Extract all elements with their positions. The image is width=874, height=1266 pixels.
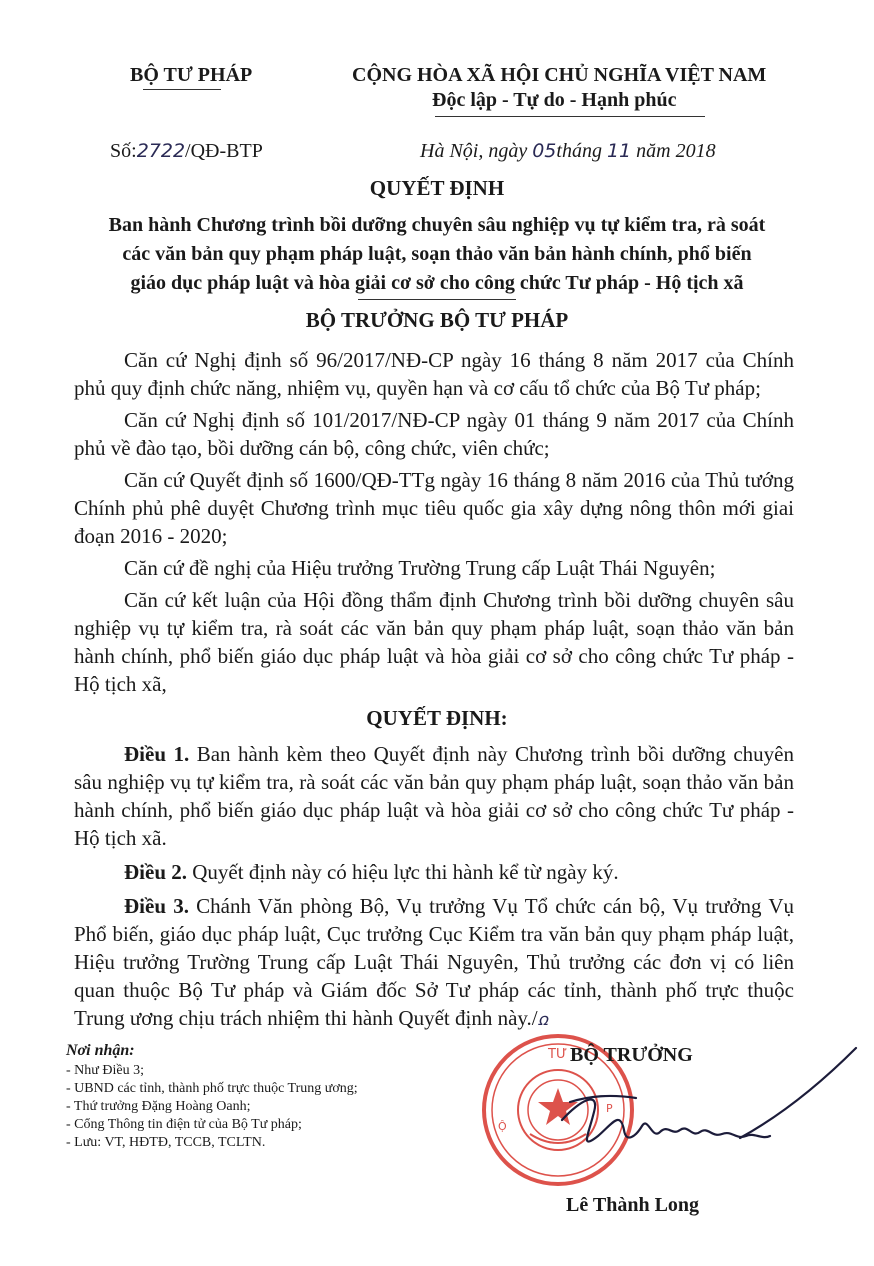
document-date: Hà Nội, ngày 05tháng 11 năm 2018	[420, 140, 716, 162]
decision-heading: QUYẾT ĐỊNH:	[366, 706, 508, 730]
article-text: Ban hành kèm theo Quyết định này Chương trình bồi dưỡng chuyên sâu nghiệp vụ tự kiểm tra, rà soát các văn bản quy phạm pháp luật, soạn thảo văn bản hành chính, phổ biến giáo dục pháp luật và hòa giải cơ sở cho công chức Tư pháp - Hộ tịch xã.	[74, 742, 795, 850]
number-handwritten: 2722	[136, 140, 186, 162]
title-line-1: Ban hành Chương trình bồi dưỡng chuyên sâu nghiệp vụ tự kiểm tra, rà soát	[108, 214, 766, 236]
recipient-item: - Cổng Thông tin điện tử của Bộ Tư pháp;	[66, 1117, 302, 1132]
article-label: Điều 3.	[124, 894, 189, 918]
article-3	[74, 892, 794, 1034]
basis-paragraph: Căn cứ Nghị định số 101/2017/NĐ-CP ngày 01 tháng 9 năm 2017 của Chính phủ về đào tạo, bồi dưỡng cán bộ, công chức, viên chức;	[74, 408, 794, 460]
title-underline	[358, 299, 516, 300]
title-line-2: các văn bản quy phạm pháp luật, soạn thảo văn bản hành chính, phổ biến	[122, 243, 752, 265]
recipient-item: - Như Điều 3;	[66, 1063, 144, 1078]
basis-paragraph: Căn cứ Quyết định số 1600/QĐ-TTg ngày 16 tháng 8 năm 2016 của Thủ tướng Chính phủ phê duyệt Chương trình mục tiêu quốc gia xây dựng nông thôn mới giai đoạn 2016 - 2020;	[74, 468, 794, 548]
date-month-handwritten: 11	[606, 140, 632, 162]
basis-paragraph: Căn cứ kết luận của Hội đồng thẩm định Chương trình bồi dưỡng chuyên sâu nghiệp vụ tự kiểm tra, rà soát các văn bản quy phạm pháp luật, soạn thảo văn bản hành chính, phổ biến giáo dục pháp luật và hòa giải cơ sở cho công chức Tư pháp - Hộ tịch xã,	[74, 588, 794, 696]
motto-underline	[435, 116, 705, 117]
article-label: Điều 1.	[124, 742, 190, 766]
signatory-title: BỘ TRƯỞNG	[570, 1044, 693, 1066]
date-day-handwritten: 05	[532, 140, 557, 162]
issuer-heading: BỘ TRƯỞNG BỘ TƯ PHÁP	[305, 308, 569, 332]
agency-name: BỘ TƯ PHÁP	[130, 64, 253, 86]
recipient-item: - Thứ trưởng Đặng Hoàng Oanh;	[66, 1099, 251, 1114]
basis-paragraph: Căn cứ đề nghị của Hiệu trưởng Trường Trung cấp Luật Thái Nguyên;	[124, 556, 716, 580]
article-2	[74, 858, 794, 886]
articles	[74, 740, 794, 1034]
svg-text:TƯ: TƯ	[548, 1047, 568, 1062]
svg-text:P: P	[606, 1102, 613, 1115]
recipients-block	[66, 1042, 358, 1152]
basis-paragraph: Căn cứ Nghị định số 96/2017/NĐ-CP ngày 16 tháng 8 năm 2017 của Chính phủ quy định chức năng, nhiệm vụ, quyền hạn và cơ cấu tổ chức của Bộ Tư pháp;	[74, 348, 794, 400]
handwritten-signature-icon	[540, 1040, 860, 1180]
recipients-heading: Nơi nhận:	[66, 1042, 135, 1059]
article-label: Điều 2.	[124, 860, 187, 884]
agency-underline	[143, 89, 221, 90]
title-line-3: giáo dục pháp luật và hòa giải cơ sở cho công chức Tư pháp - Hộ tịch xã	[130, 272, 744, 294]
article-text: Chánh Văn phòng Bộ, Vụ trưởng Vụ Tổ chức cán bộ, Vụ trưởng Vụ Phổ biến, giáo dục pháp luật, Cục trưởng Cục Kiểm tra văn bản quy phạm pháp luật, Hiệu trưởng Trường Trung cấp Luật Thái Nguyên, Thủ trưởng các đơn vị có liên quan thuộc Bộ Tư pháp và Giám đốc Sở Tư pháp các tỉnh, thành phố trực thuộc Trung ương chịu trách nhiệm thi hành Quyết định này./	[74, 894, 795, 1030]
recipient-item: - Lưu: VT, HĐTĐ, TCCB, TCLTN.	[66, 1135, 266, 1150]
country-name: CỘNG HÒA XÃ HỘI CHỦ NGHĨA VIỆT NAM	[352, 64, 767, 86]
article-1	[74, 740, 794, 852]
signatory-name: Lê Thành Long	[566, 1194, 700, 1216]
article-text: Quyết định này có hiệu lực thi hành kể từ ngày ký.	[192, 860, 619, 884]
motto: Độc lập - Tự do - Hạnh phúc	[432, 89, 677, 111]
decision-title: QUYẾT ĐỊNH	[369, 176, 505, 200]
initials-mark: ꭥ	[537, 1010, 548, 1030]
legal-bases	[74, 346, 794, 698]
svg-text:Ộ: Ộ	[498, 1120, 507, 1133]
recipient-item: - UBND các tỉnh, thành phố trực thuộc Trung ương;	[66, 1081, 358, 1096]
document-number: Số:2722/QĐ-BTP	[110, 140, 263, 162]
